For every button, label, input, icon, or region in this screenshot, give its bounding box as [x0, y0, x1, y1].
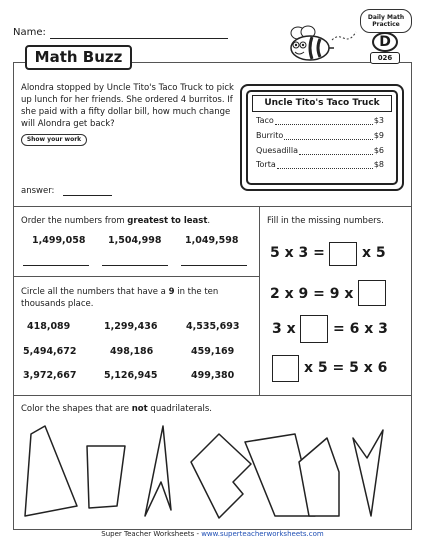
- worksheet-number: 026: [370, 52, 400, 64]
- dot-leader: [284, 131, 373, 140]
- ordering-instruction: Order the numbers from greatest to least.: [21, 216, 211, 226]
- order-number: 1,504,998: [108, 235, 162, 246]
- menu-row: [256, 116, 384, 128]
- circle-number[interactable]: 1,299,436: [104, 321, 158, 332]
- shape-1: [25, 426, 77, 516]
- equation-right: x 5: [362, 245, 386, 261]
- answer-label: answer:: [21, 186, 55, 196]
- menu-item: Burrito: [256, 131, 284, 140]
- shape-7: [353, 430, 383, 516]
- section-divider: [13, 395, 412, 396]
- shapes-area: [13, 420, 412, 530]
- name-line[interactable]: [50, 38, 228, 39]
- order-answer-line[interactable]: [102, 265, 168, 266]
- order-answer-line[interactable]: [23, 265, 89, 266]
- equation-right: = 6 x 3: [333, 321, 388, 337]
- shapes-instruction: Color the shapes that are not quadrilaterals.: [21, 404, 212, 414]
- missing-number-box[interactable]: [358, 280, 386, 306]
- shape-2: [87, 446, 125, 508]
- word-problem-text: Alondra stopped by Uncle Tito's Taco Truck to pick up lunch for her friends. She ordered 4 burritos. If she paid with a fifty dollar bill, how much change will Alondra get back?: [21, 83, 234, 129]
- section-divider: [13, 206, 412, 207]
- circle-number[interactable]: 5,126,945: [104, 370, 158, 381]
- circle-number[interactable]: 418,089: [27, 321, 71, 332]
- dot-leader: [299, 146, 373, 155]
- column-divider: [259, 206, 260, 395]
- equation-left: 2 x 9 = 9 x: [270, 286, 354, 302]
- page-title: Math Buzz: [25, 45, 132, 70]
- circle-number[interactable]: 3,972,667: [23, 370, 77, 381]
- bee-icon: [284, 24, 364, 64]
- circle-number[interactable]: 5,494,672: [23, 346, 77, 357]
- order-number: 1,499,058: [32, 235, 86, 246]
- circle-number[interactable]: 498,186: [110, 346, 154, 357]
- menu-row: [256, 160, 384, 172]
- menu-item: Torta: [256, 160, 276, 169]
- circling-instruction: Circle all the numbers that have a 9 in the ten thousands place.: [21, 287, 219, 309]
- shape-4: [191, 434, 251, 518]
- menu-item: Taco: [256, 116, 274, 125]
- missing-number-box[interactable]: [300, 315, 328, 343]
- circle-number[interactable]: 4,535,693: [186, 321, 240, 332]
- footer-link[interactable]: www.superteacherworksheets.com: [201, 530, 324, 538]
- missing-numbers-instruction: Fill in the missing numbers.: [267, 216, 384, 226]
- menu-row: [256, 131, 384, 143]
- circle-number[interactable]: 499,380: [191, 370, 235, 381]
- order-answer-line[interactable]: [181, 265, 247, 266]
- dot-leader: [275, 116, 373, 125]
- daily-math-badge: Daily Math Practice: [360, 9, 412, 33]
- missing-number-box[interactable]: [329, 242, 357, 266]
- menu-item: Quesadilla: [256, 146, 299, 155]
- dot-leader: [277, 160, 373, 169]
- equation-left: 3 x: [272, 321, 296, 337]
- section-divider: [13, 276, 259, 277]
- level-letter: D: [372, 32, 398, 52]
- name-label: Name:: [13, 27, 46, 38]
- equation-left: 5 x 3 =: [270, 245, 325, 261]
- menu-title: Uncle Tito's Taco Truck: [252, 95, 392, 112]
- show-work-button[interactable]: Show your work: [21, 134, 87, 146]
- circle-number[interactable]: 459,169: [191, 346, 235, 357]
- menu-row: [256, 146, 384, 158]
- footer: Super Teacher Worksheets - www.superteacherworksheets.com: [101, 530, 324, 538]
- menu-price: $6: [373, 146, 384, 155]
- menu-price: $9: [373, 131, 384, 140]
- missing-number-box[interactable]: [272, 355, 299, 382]
- order-number: 1,049,598: [185, 235, 239, 246]
- shape-3: [145, 426, 171, 516]
- equation-right: x 5 = 5 x 6: [304, 360, 388, 376]
- answer-field[interactable]: [63, 195, 112, 196]
- menu-price: $3: [373, 116, 384, 125]
- menu-price: $8: [373, 160, 384, 169]
